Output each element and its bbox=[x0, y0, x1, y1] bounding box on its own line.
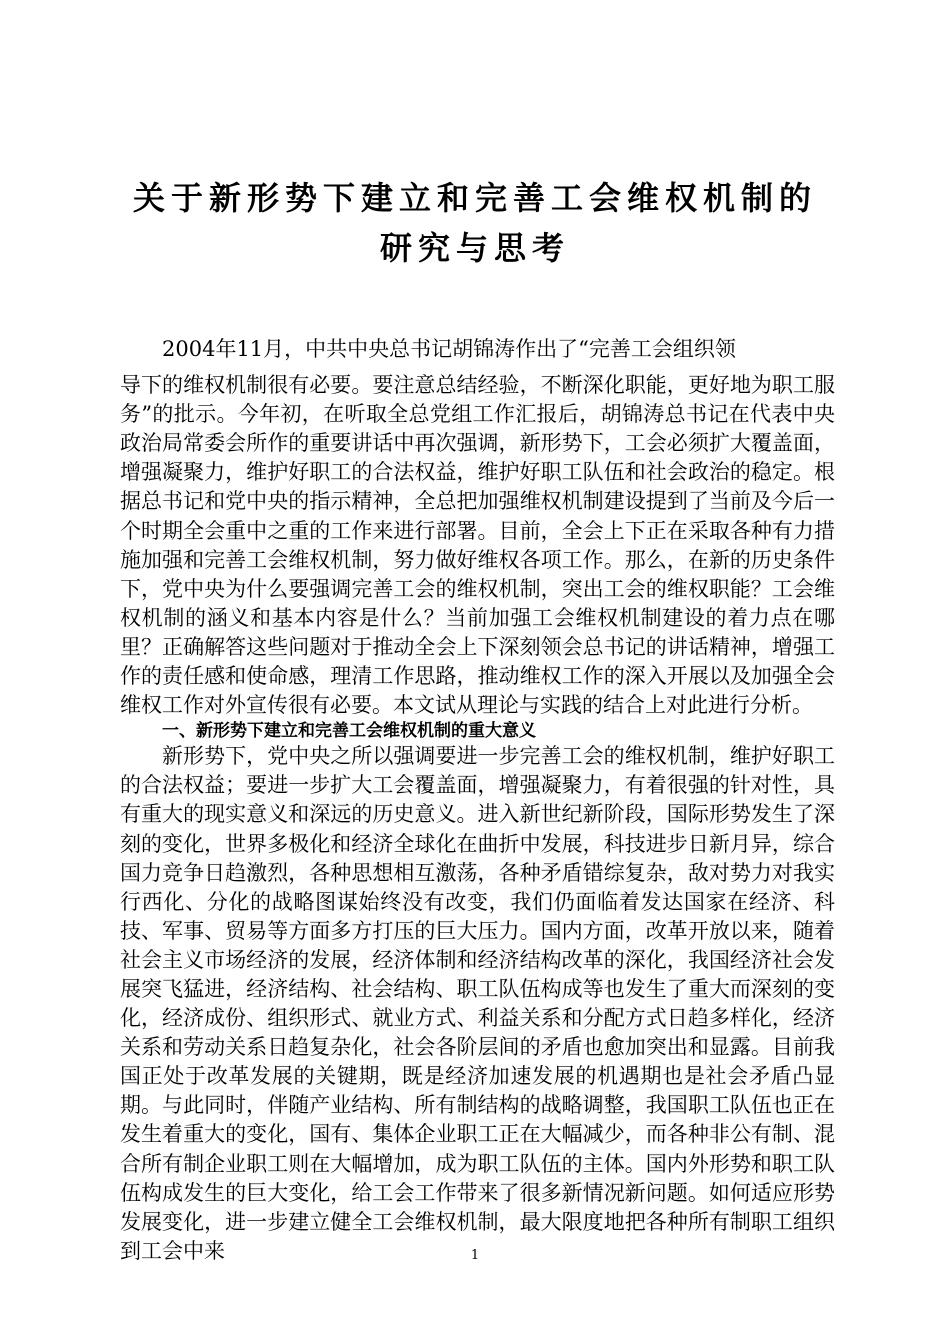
document-body bbox=[120, 335, 835, 1266]
section-heading-1: 一、新形势下建立和完善工会维权机制的重大意义 bbox=[162, 721, 536, 742]
page-number: 1 bbox=[470, 1248, 480, 1263]
document-title-line-2: 研究与思考 bbox=[379, 229, 570, 267]
paragraph-intro-lead: 2004年11月，中共中央总书记胡锦涛作出了“完善工会组织领 bbox=[162, 337, 736, 361]
paragraph-section-1: 新形势下，党中央之所以强调要进一步完善工会的维权机制，维护好职工的合法权益；要进一步扩大工会覆盖面，增强凝聚力，有着很强的针对性，具有重大的现实意义和深远的历史意义。进入新世纪新阶段，国际形势发生了深刻的变化，世界多极化和经济全球化在曲折中发展，科技进步日新月异，综合国力竞争日趋激烈，各种思想相互激荡，各种矛盾错综复杂，敌对势力对我实行西化、分化的战略图谋始终没有改变，我们仍面临着发达国家在经济、科技、军事、贸易等方面多方打压的巨大压力。国内方面，改革开放以来，随着社会主义市场经济的发展，经济体制和经济结构改革的深化，我国经济社会发展突飞猛进，经济结构、社会结构、职工队伍构成等也发生了重大而深刻的变化，经济成份、组织形式、就业方式、利益关系和分配方式日趋多样化，经济关系和劳动关系日趋复杂化，社会各阶层间的矛盾也愈加突出和显露。目前我国正处于改革发展的关键期，既是经济加速发展的机遇期也是社会矛盾凸显期。与此同时，伴随产业结构、所有制结构的战略调整，我国职工队伍也正在发生着重大的变化，国有、集体企业职工正在大幅减少，而各种非公有制、混合所有制企业职工则在大幅增加，成为职工队伍的主体。国内外形势和职工队伍构成发生的巨大变化，给工会工作带来了很多新情况新问题。如何适应形势发展变化，进一步建立健全工会维权机制，最大限度地把各种所有制职工组织到工会中来 bbox=[120, 744, 835, 1263]
document-title-line-1: 关于新形势下建立和完善工会维权机制的 bbox=[132, 179, 817, 217]
paragraph-intro-rest: 导下的维权机制很有必要。要注意总结经验，不断深化职能，更好地为职工服务”的批示。今年初，在听取全总党组工作汇报后，胡锦涛总书记在代表中央政治局常委会所作的重要讲话中再次强调，新形势下，工会必须扩大覆盖面，增强凝聚力，维护好职工的合法权益，维护好职工队伍和社会政治的稳定。根据总书记和党中央的指示精神，全总把加强维权机制建设提到了当前及今后一个时期全会重中之重的工作来进行部署。目前，全会上下正在采取各种有力措施加强和完善工会维权机制，努力做好维权各项工作。那么，在新的历史条件下，党中央为什么要强调完善工会的维权机制，突出工会的维权职能？工会维权机制的涵义和基本内容是什么？当前加强工会维权机制建设的着力点在哪里？正确解答这些问题对于推动全会上下深刻领会总书记的讲话精神，增强工作的责任感和使命感，理清工作思路，推动维权工作的深入开展以及加强全会维权工作对外宣传很有必要。本文试从理论与实践的结合上对此进行分析。 bbox=[120, 373, 835, 718]
paragraph-intro bbox=[120, 335, 835, 720]
